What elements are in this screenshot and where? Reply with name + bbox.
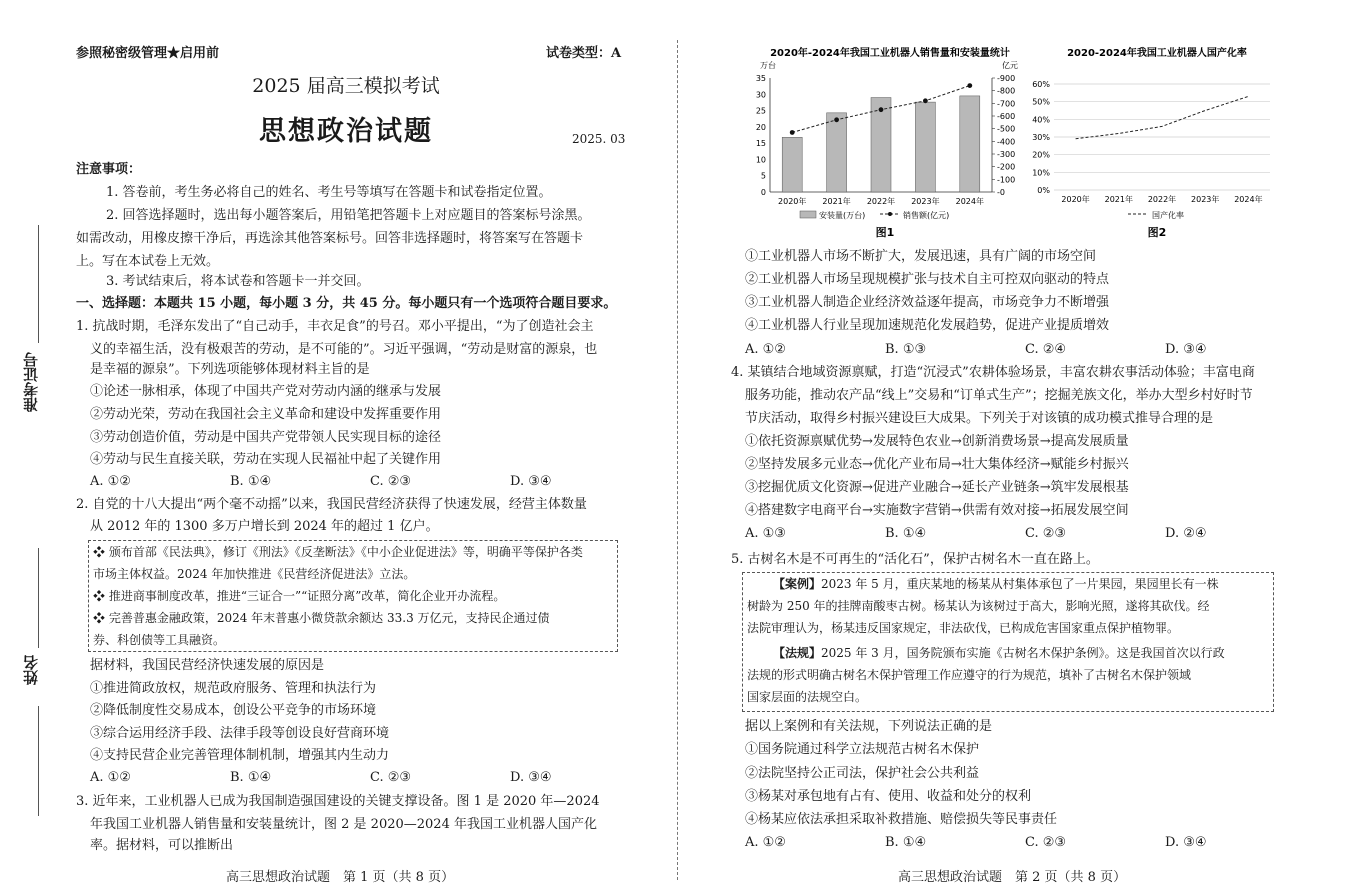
fig2-x-tick-label: 2021年 — [1104, 195, 1133, 204]
q3-stem: 年我国工业机器人销售量和安装量统计，图 2 是 2020—2024 年我国工业机器人国产化 — [90, 817, 597, 832]
fig1-sales-point — [790, 130, 795, 135]
q1-options — [90, 470, 650, 493]
q2-material-box — [88, 540, 618, 652]
q2-material-line: ❖ 完善普惠金融政策，2024 年末普惠小微贷款余额达 33.3 万亿元，支持民企通过债 — [93, 611, 550, 625]
fig2-x-tick-label: 2024年 — [1234, 195, 1263, 204]
q4-option-b[interactable]: B. ①④ — [885, 526, 927, 541]
q3-option-b[interactable]: B. ①③ — [885, 342, 927, 357]
fig1-x-tick-label: 2021年 — [822, 197, 851, 206]
q5-item: ④杨某应依法承担采取补救措施、赔偿损失等民事责任 — [745, 812, 1058, 827]
exam-number-label: 准考证号 — [22, 352, 40, 412]
fig1-sales-point — [834, 117, 839, 122]
q3-item: ②工业机器人市场呈现规模扩张与技术自主可控双向驱动的特点 — [745, 272, 1110, 287]
q1-option-d[interactable]: D. ③④ — [510, 474, 552, 489]
fig1-left-tick-label: 0 — [760, 188, 766, 197]
exam-title: 2025 届高三模拟考试 — [252, 75, 440, 97]
figure-1-chart — [740, 42, 1040, 242]
q1-stem: 义的幸福生活，没有极艰苦的劳动，是不可能的”。习近平强调，“劳动是财富的源泉，也 — [90, 342, 598, 357]
q3-option-a[interactable]: A. ①② — [745, 342, 786, 357]
q2-item: ①推进简政放权，规范政府服务、管理和执法行为 — [90, 681, 377, 696]
q5-case-text: 2023 年 5 月，重庆某地的杨某从村集体承包了一片果园，果园里长有一株 — [821, 577, 1219, 591]
q5-case-line — [773, 573, 1219, 595]
q3-option-d[interactable]: D. ③④ — [1165, 342, 1207, 357]
fig1-bar — [782, 137, 802, 192]
fig1-right-tick-label: -900 — [997, 74, 1016, 83]
q1-option-c[interactable]: C. ②③ — [370, 474, 412, 489]
subject-title: 思想政治试题 — [259, 116, 433, 147]
q5-option-c[interactable]: C. ②③ — [1025, 835, 1067, 850]
page-footer-1: 高三思想政治试题 第 1 页（共 8 页） — [226, 870, 455, 885]
q2-option-c[interactable]: C. ②③ — [370, 770, 412, 785]
q4-option-d[interactable]: D. ②④ — [1165, 526, 1207, 541]
fig1-right-tick-label: -100 — [997, 175, 1016, 185]
q1-item: ②劳动光荣，劳动在我国社会主义革命和建设中发挥重要作用 — [90, 407, 442, 422]
q5-option-a[interactable]: A. ①② — [745, 835, 786, 850]
fig2-y-tick-label: 0% — [1037, 186, 1050, 195]
q3-option-c[interactable]: C. ②④ — [1025, 342, 1067, 357]
section-title: 一、选择题：本题共 15 小题，每小题 3 分，共 45 分。每小题只有一个选项符合题目要求。 — [76, 296, 617, 311]
q4-item: ①依托资源禀赋优势→发展特色农业→创新消费场景→提高发展质量 — [745, 434, 1129, 449]
notice-line: 1. 答卷前，考生务必将自己的姓名、考生号等填写在答题卡和试卷指定位置。 — [106, 185, 552, 200]
fig2-x-tick-label: 2020年 — [1061, 195, 1090, 204]
fig2-y-tick-label: 10% — [1032, 168, 1050, 178]
binding-line — [38, 706, 39, 816]
q3-stem: 率。据材料，可以推断出 — [90, 838, 234, 853]
q5-law-line — [773, 642, 1225, 664]
fig1-left-tick-label: 10 — [755, 155, 766, 165]
q5-option-d[interactable]: D. ③④ — [1165, 835, 1207, 850]
fig1-right-tick-label: -500 — [997, 124, 1016, 134]
q1-option-b[interactable]: B. ①④ — [230, 474, 272, 489]
fig1-x-tick-label: 2023年 — [911, 197, 940, 206]
q1-stem: 1. 抗战时期，毛泽东发出了“自己动手，丰衣足食”的号召。邓小平提出，“为了创造社会主 — [76, 319, 594, 334]
q5-options — [745, 831, 1305, 854]
fig2-legend-label: 国产化率 — [1152, 211, 1184, 220]
exam-date: 2025. 03 — [572, 132, 626, 146]
notice-line: 3. 考试结束后，将本试卷和答题卡一并交回。 — [106, 274, 370, 289]
fig1-left-tick-label: 30 — [755, 90, 766, 100]
fig1-right-tick-label: -300 — [997, 150, 1016, 159]
fig1-left-tick-label: 15 — [755, 139, 766, 149]
q4-item: ④搭建数字电商平台→实施数字营销→供需有效对接→拓展发展空间 — [745, 503, 1129, 518]
fig1-right-tick-label: -700 — [997, 99, 1016, 109]
q2-material-line: 券、科创债等工具融资。 — [93, 633, 226, 647]
q3-item: ③工业机器人制造企业经济效益逐年提高，市场竞争力不断增强 — [745, 295, 1110, 310]
q1-item: ①论述一脉相承，体现了中国共产党对劳动内涵的继承与发展 — [90, 384, 442, 399]
fig1-legend-marker — [888, 212, 892, 216]
fig2-x-tick-label: 2023年 — [1191, 195, 1220, 204]
fig2-y-tick-label: 60% — [1032, 80, 1050, 89]
q1-stem: 是幸福的源泉”。下列选项能够体现材料主旨的是 — [90, 362, 370, 377]
fig1-legend-line: 销售额(亿元) — [903, 211, 950, 220]
fig1-left-tick-label: 5 — [760, 171, 766, 181]
q2-item: ④支持民营企业完善管理体制机制，增强其内生动力 — [90, 748, 390, 763]
fig1-caption: 图1 — [875, 226, 895, 239]
fig1-right-tick-label: -0 — [997, 188, 1005, 197]
q5-law-text: 2025 年 3 月，国务院颁布实施《古树名木保护条例》。这是我国首次以行政 — [821, 646, 1225, 660]
fig1-left-unit: 万台 — [760, 61, 776, 70]
paper-type: 试卷类型：A — [546, 46, 622, 61]
figure-2-chart — [1030, 42, 1280, 242]
q5-lead: 据以上案例和有关法规，下列说法正确的是 — [745, 719, 993, 734]
q5-option-b[interactable]: B. ①④ — [885, 835, 927, 850]
q5-case-line: 树龄为 250 年的挂牌南酸枣古树。杨某认为该树过于高大，影响光照，遂将其砍伐。经 — [747, 599, 1210, 613]
q2-option-a[interactable]: A. ①② — [90, 770, 131, 785]
q4-stem: 4. 某镇结合地域资源禀赋，打造“沉浸式”农耕体验场景，丰富农耕农事活动体验；丰富电商 — [731, 365, 1255, 380]
fig1-left-tick-label: 20 — [755, 122, 766, 132]
notice-line: 2. 回答选择题时，选出每小题答案后，用铅笔把答题卡上对应题目的答案标号涂黑。 — [106, 208, 591, 223]
page-footer-2: 高三思想政治试题 第 2 页（共 8 页） — [898, 870, 1127, 885]
q5-item: ③杨某对承包地有占有、使用、收益和处分的权利 — [745, 789, 1032, 804]
q5-law-line: 国家层面的法规空白。 — [747, 690, 868, 704]
fig1-bar — [960, 96, 980, 192]
fig2-caption: 图2 — [1147, 226, 1167, 239]
q4-stem: 服务功能，推动农产品“线上”交易和“订单式生产”；挖掘羌族文化，举办大型乡村好时节 — [745, 388, 1253, 403]
q4-options — [745, 522, 1305, 545]
q4-item: ②坚持发展多元业态→优化产业布局→壮大集体经济→赋能乡村振兴 — [745, 457, 1129, 472]
q1-item: ④劳动与民生直接关联，劳动在实现人民福祉中起了关键作用 — [90, 452, 442, 467]
fig1-legend-bar-swatch — [800, 211, 816, 218]
fig2-y-tick-label: 40% — [1032, 115, 1050, 125]
q2-material-line: 市场主体权益。2024 年加快推进《民营经济促进法》立法。 — [93, 567, 416, 581]
name-label: 姓名 — [22, 655, 40, 685]
q2-material-line: ❖ 颁布首部《民法典》，修订《刑法》《反垄断法》《中小企业促进法》等，明确平等保护各类 — [93, 545, 583, 559]
q2-stem: 从 2012 年的 1300 多万户增长到 2024 年的超过 1 亿户。 — [90, 519, 439, 534]
notice-heading: 注意事项： — [76, 162, 142, 177]
q5-case-line: 法院审理认为，杨某违反国家规定，非法砍伐，已构成危害国家重点保护植物罪。 — [747, 621, 1180, 635]
fig2-title: 2020-2024年我国工业机器人国产化率 — [1067, 48, 1247, 59]
fig1-right-tick-label: -200 — [997, 162, 1016, 172]
notice-line: 上。写在本试卷上无效。 — [76, 254, 220, 269]
q3-item: ④工业机器人行业呈现加速规范化发展趋势，促进产业提质增效 — [745, 318, 1110, 333]
q2-option-d[interactable]: D. ③④ — [510, 770, 552, 785]
fig1-left-tick-label: 25 — [755, 106, 766, 116]
q2-item: ③综合运用经济手段、法律手段等创设良好营商环境 — [90, 726, 390, 741]
fig2-y-tick-label: 20% — [1032, 150, 1050, 160]
q4-option-c[interactable]: C. ②③ — [1025, 526, 1067, 541]
notice-line: 如需改动，用橡皮擦干净后，再选涂其他答案标号。回答非选择题时，将答案写在答题卡 — [76, 231, 584, 246]
q1-item: ③劳动创造价值，劳动是中国共产党带领人民实现目标的途径 — [90, 430, 442, 445]
fig1-right-tick-label: -600 — [997, 112, 1016, 121]
fig1-right-tick-label: -800 — [997, 86, 1016, 96]
fig1-bar — [827, 113, 847, 192]
fig1-sales-point — [879, 107, 884, 112]
fig1-bar — [915, 102, 935, 192]
fig1-left-tick-label: 35 — [755, 74, 766, 83]
q2-item: ②降低制度性交易成本，创设公平竞争的市场环境 — [90, 703, 377, 718]
q4-stem: 节庆活动，取得乡村振兴建设巨大成果。下列关于对该镇的成功模式推导合理的是 — [745, 411, 1214, 426]
q2-option-b[interactable]: B. ①④ — [230, 770, 272, 785]
q4-item: ③挖掘优质文化资源→促进产业融合→延长产业链条→筑牢发展根基 — [745, 480, 1129, 495]
q3-options — [745, 338, 1305, 361]
binding-line — [38, 225, 39, 343]
q5-case-tag: 【案例】 — [773, 577, 822, 591]
q5-law-line: 法规的形式明确古树名木保护管理工作应遵守的行为规范，填补了古树名木保护领域 — [747, 668, 1192, 682]
fig1-sales-point — [967, 83, 972, 88]
fig1-sales-point — [923, 98, 928, 103]
page-divider — [677, 40, 678, 880]
fig2-x-tick-label: 2022年 — [1147, 195, 1177, 204]
q2-stem: 2. 自党的十八大提出“两个毫不动摇”以来，我国民营经济获得了快速发展，经营主体数量 — [76, 497, 587, 512]
fig2-y-tick-label: 30% — [1032, 133, 1050, 142]
q1-option-a[interactable]: A. ①② — [90, 474, 131, 489]
binding-line — [38, 548, 39, 648]
fig1-right-tick-label: -400 — [997, 137, 1016, 147]
q4-option-a[interactable]: A. ①③ — [745, 526, 786, 541]
fig1-legend-bar: 安装量(万台) — [819, 211, 866, 220]
q5-stem: 5. 古树名木是不可再生的“活化石”，保护古树名木一直在路上。 — [731, 552, 1099, 567]
q3-item: ①工业机器人市场不断扩大，发展迅速，具有广阔的市场空间 — [745, 249, 1097, 264]
q3-stem: 3. 近年来，工业机器人已成为我国制造强国建设的关键支撑设备。图 1 是 2020 年—2024 — [76, 794, 600, 809]
q5-item: ①国务院通过科学立法规范古树名木保护 — [745, 742, 980, 757]
confidential-label: 参照秘密级管理★启用前 — [76, 46, 220, 61]
q2-material-line: ❖ 推进商事制度改革，推进“三证合一”“证照分离”改革，简化企业开办流程。 — [93, 589, 506, 603]
q5-material-box — [742, 572, 1274, 712]
fig2-localization-line — [1076, 96, 1249, 138]
fig1-right-unit: 亿元 — [1002, 61, 1018, 70]
q5-law-tag: 【法规】 — [773, 646, 822, 660]
q2-lead: 据材料，我国民营经济快速发展的原因是 — [90, 658, 325, 673]
fig1-x-tick-label: 2022年 — [866, 197, 896, 206]
fig1-x-tick-label: 2024年 — [955, 197, 984, 206]
fig1-title: 2020年-2024年我国工业机器人销售量和安装量统计 — [770, 48, 1010, 59]
fig2-y-tick-label: 50% — [1032, 97, 1050, 107]
fig1-x-tick-label: 2020年 — [778, 197, 807, 206]
q5-item: ②法院坚持公正司法，保护社会公共利益 — [745, 766, 980, 781]
q2-options — [90, 766, 650, 789]
